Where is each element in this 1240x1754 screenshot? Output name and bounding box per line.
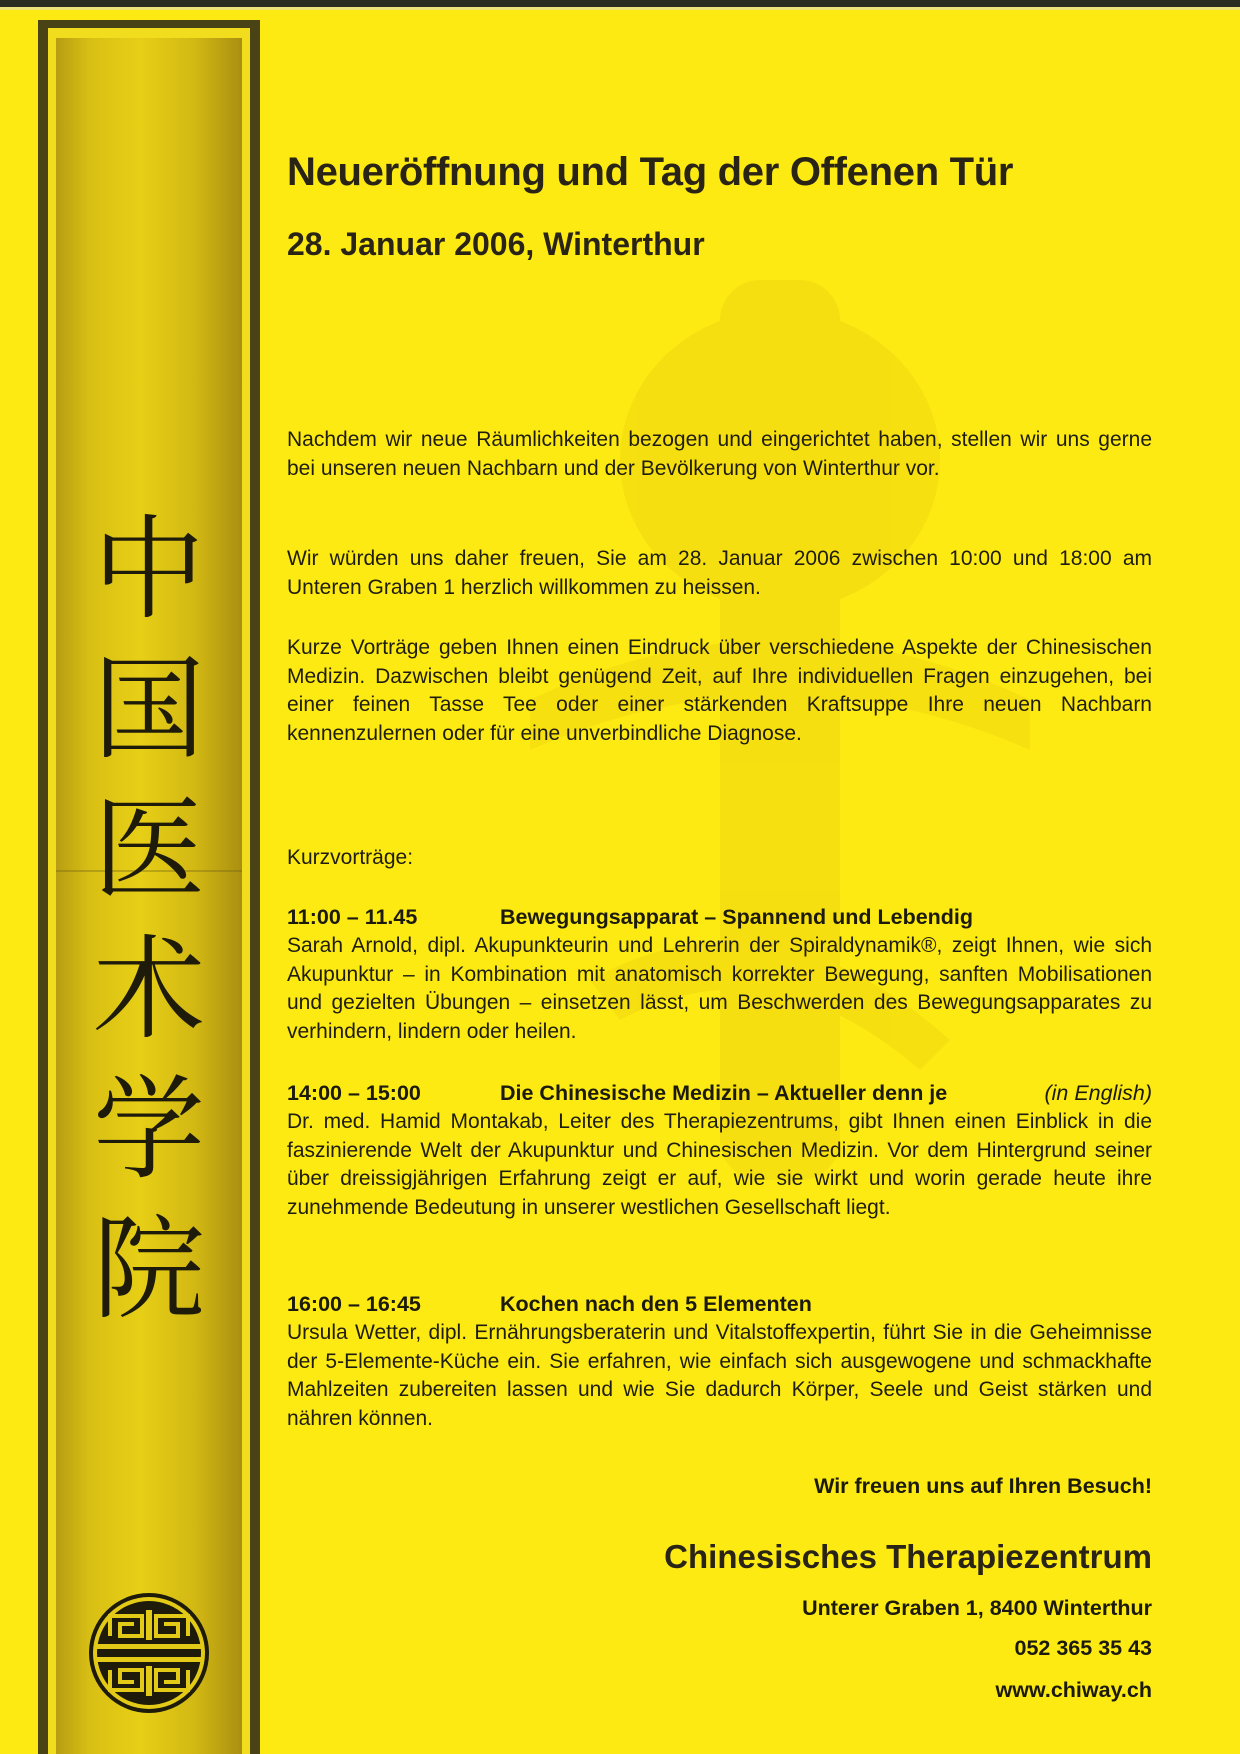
talk-time: 14:00 – 15:00: [287, 1081, 421, 1105]
page-title: Neueröffnung und Tag der Offenen Tür: [287, 150, 1014, 194]
banner-character: 国: [93, 645, 205, 775]
talk-time: 16:00 – 16:45: [287, 1292, 421, 1316]
talk-time: 11:00 – 11.45: [287, 905, 418, 929]
talk-title: Kochen nach den 5 Elementen: [500, 1292, 812, 1316]
talk-heading: [287, 902, 1152, 932]
talk-title: Bewegungsapparat – Spannend und Lebendig: [500, 905, 974, 929]
talk-item: [287, 1078, 1152, 1222]
banner-character: 术: [93, 925, 205, 1055]
organization-phone: 052 365 35 43: [1014, 1636, 1152, 1660]
banner-character: 学: [93, 1065, 205, 1195]
talk-heading: [287, 1289, 1152, 1319]
talk-item: [287, 1289, 1152, 1433]
top-scan-edge-highlight: [0, 7, 1240, 10]
top-scan-edge: [0, 0, 1240, 7]
program-paragraph: Kurze Vorträge geben Ihnen einen Eindruck über verschiedene Aspekte der Chinesischen Medizin. Dazwischen bleibt genügend Zeit, auf Ihre individuellen Fragen einzugehen, bei einer feinen Tasse Tee oder einer stärkenden Kraftsuppe Ihre neuen Nachbarn kennenzulernen oder für eine unverbindliche Diagnose.: [287, 636, 1152, 745]
organization-website: www.chiway.ch: [995, 1678, 1152, 1702]
talk-language-note: (in English): [1044, 1081, 1152, 1105]
banner-character: 中: [93, 505, 205, 635]
banner-characters: [56, 500, 242, 1340]
talk-heading: [287, 1078, 1152, 1108]
shou-longevity-seal-icon: [86, 1590, 212, 1716]
banner-character: 院: [93, 1205, 205, 1335]
invitation-paragraph: Wir würden uns daher freuen, Sie am 28. Januar 2006 zwischen 10:00 und 18:00 am Unteren Graben 1 herzlich willkommen zu heissen.: [287, 547, 1152, 599]
organization-address: Unterer Graben 1, 8400 Winterthur: [802, 1596, 1152, 1620]
event-date-location: 28. Januar 2006, Winterthur: [287, 226, 705, 262]
banner-character: 医: [93, 785, 205, 915]
talk-description: Sarah Arnold, dipl. Akupunkteurin und Lehrerin der Spiraldynamik®, zeigt Ihnen, wie sich Akupunktur – in Kombination mit anatomisch korrekter Bewegung, sanften Mobilisationen und gezielten Übungen – einsetzen lässt, um Beschwerden des Bewegungsapparates zu verhindern, lindern oder heilen.: [287, 934, 1152, 1043]
talk-description: Ursula Wetter, dipl. Ernährungsberaterin und Vitalstoffexpertin, führt Sie in die Geheimnisse der 5-Elemente-Küche ein. Sie erfahren, wie einfach sich ausgewogene und schmackhafte Mahlzeiten zubereiten lassen und wie Sie dadurch Körper, Seele und Geist stärken und nähren können.: [287, 1321, 1152, 1430]
talk-title: Die Chinesische Medizin – Aktueller denn je: [500, 1081, 948, 1105]
intro-paragraph: Nachdem wir neue Räumlichkeiten bezogen und eingerichtet haben, stellen wir uns gerne bei unseren neuen Nachbarn und der Bevölkerung von Winterthur vor.: [287, 428, 1152, 480]
organization-name: Chinesisches Therapiezentrum: [664, 1538, 1152, 1575]
talk-description: Dr. med. Hamid Montakab, Leiter des Therapiezentrums, gibt Ihnen einen Einblick in die faszinierende Welt der Akupunktur und Chinesischen Medizin. Vor dem Hintergrund seiner über dreissigjährigen Erfahrung zeigt er auf, wie sie wirkt und worin gerade heute ihre zunehmende Bedeutung in unserer westlichen Gesellschaft liegt.: [287, 1110, 1152, 1219]
closing-line: Wir freuen uns auf Ihren Besuch!: [814, 1474, 1152, 1498]
talk-item: [287, 902, 1152, 1046]
talks-label: Kurzvorträge:: [287, 846, 414, 869]
